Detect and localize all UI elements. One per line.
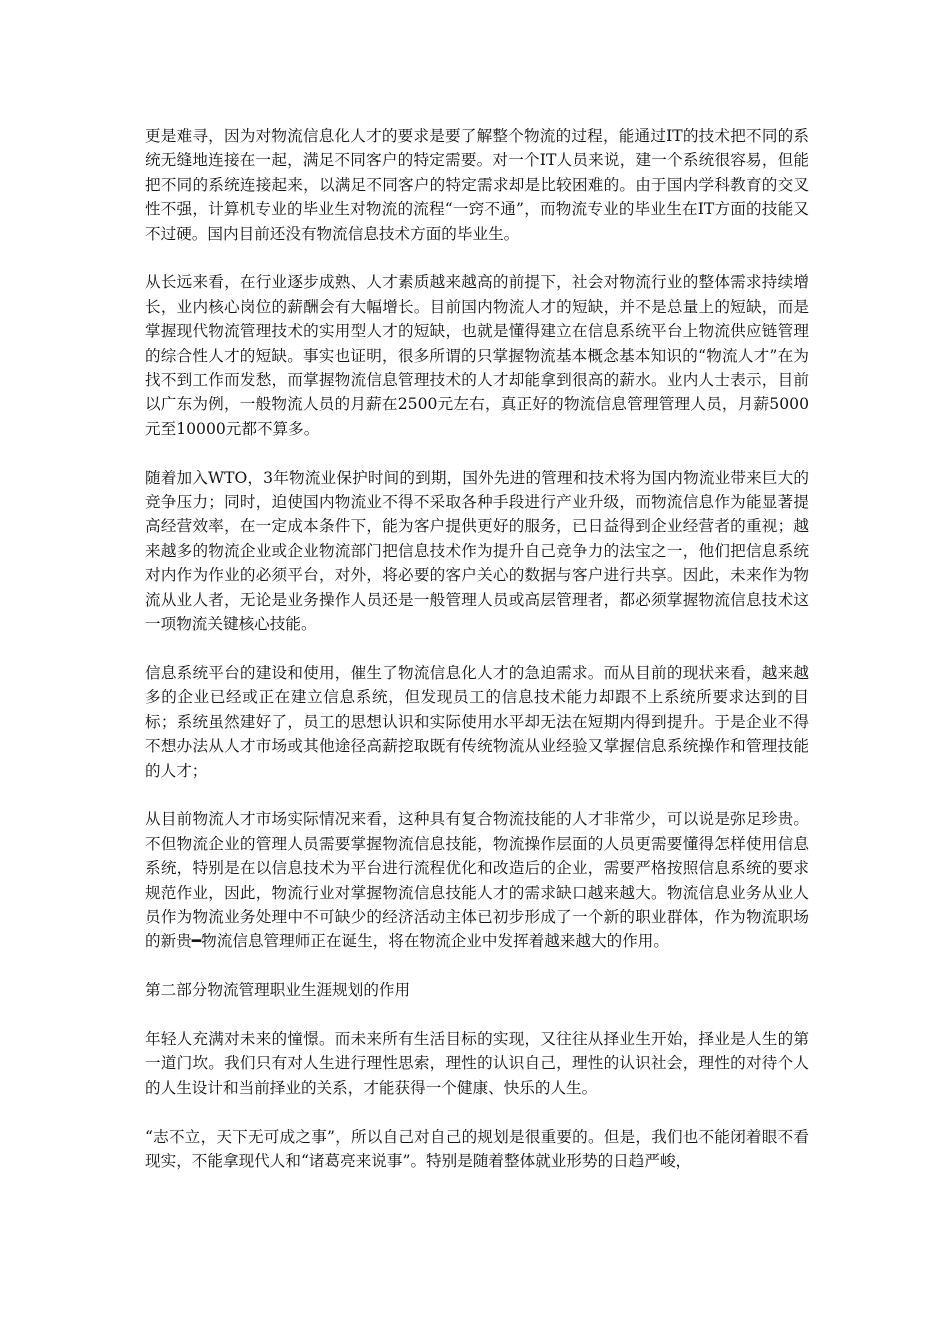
paragraph-3: 随着加入WTO，3年物流业保护时间的到期，国外先进的管理和技术将为国内物流业带来巨大的竞争压力；同时，迫使国内物流业不得不采取各种手段进行产业升级，而物流信息作为能显著提高经营效率，在一定成本条件下，能为客户提供更好的服务，已日益得到企业经营者的重视；越来越多的物流企业或企业物流部门把信息技术作为提升自己竞争力的法宝之一，他们把信息系统对内作为作业的必须平台，对外，将必要的客户关心的数据与客户进行共享。因此，未来作为物流从业人者，无论是业务操作人员还是一般管理人员或高层管理者，都必须掌握物流信息技术这一项物流关键核心技能。 bbox=[145, 468, 809, 634]
paragraph-5: 从目前物流人才市场实际情况来看，这种具有复合物流技能的人才非常少，可以说是弥足珍贵。不但物流企业的管理人员需要掌握物流信息技能，物流操作层面的人员更需要懂得怎样使用信息系统，特别是在以信息技术为平台进行流程优化和改造后的企业，需要严格按照信息系统的要求规范作业，因此，物流行业对掌握物流信息技能人才的需求缺口越来越大。物流信息业务从业人员作为物流业务处理中不可缺少的经济活动主体已初步形成了一个新的职业群体，作为物流职场的新贵━物流信息管理师正在诞生，将在物流企业中发挥着越来越大的作用。 bbox=[145, 810, 809, 951]
paragraph-6: 年轻人充满对未来的憧憬。而未来所有生活目标的实现，又往往从择业生开始，择业是人生的第一道门坎。我们只有对人生进行理性思索，理性的认识自己，理性的认识社会，理性的对待个人的人生设计和当前择业的关系，才能获得一个健康、快乐的人生。 bbox=[145, 1029, 809, 1097]
paragraph-2: 从长远来看，在行业逐步成熟、人才素质越来越高的前提下，社会对物流行业的整体需求持续增长，业内核心岗位的薪酬会有大幅增长。目前国内物流人才的短缺，并不是总量上的短缺，而是掌握现代物流管理技术的实用型人才的短缺，也就是懂得建立在信息系统平台上物流供应链管理的综合性人才的短缺。事实也证明，很多所谓的只掌握物流基本概念基本知识的“物流人才”在为找不到工作而发愁，而掌握物流信息管理技术的人才却能拿到很高的薪水。业内人士表示，目前以广东为例，一般物流人员的月薪在2500元左右，真正好的物流信息管理管理人员，月薪5000元至10000元都不算多。 bbox=[145, 273, 809, 438]
section-heading: 第二部分物流管理职业生涯规划的作用 bbox=[145, 981, 411, 1000]
paragraph-1: 更是难寻，因为对物流信息化人才的要求是要了解整个物流的过程，能通过IT的技术把不同的系统无缝地连接在一起，满足不同客户的特定需要。对一个IT人员来说，建一个系统很容易，但能把不同的系统连接起来，以满足不同客户的特定需求却是比较困难的。由于国内学科教育的交叉性不强，计算机专业的毕业生对物流的流程“一窍不通”，而物流专业的毕业生在IT方面的技能又不过硬。国内目前还没有物流信息技术方面的毕业生。 bbox=[145, 127, 809, 243]
paragraph-4: 信息系统平台的建设和使用，催生了物流信息化人才的急迫需求。而从目前的现状来看，越来越多的企业已经或正在建立信息系统，但发现员工的信息技术能力却跟不上系统所要求达到的目标；系统虽然建好了，员工的思想认识和实际使用水平却无法在短期内得到提升。于是企业不得不想办法从人才市场或其他途径高薪挖取既有传统物流从业经验又掌握信息系统操作和管理技能的人才； bbox=[145, 663, 809, 780]
paragraph-7: “志不立，天下无可成之事”，所以自己对自己的规划是很重要的。但是，我们也不能闭着眼不看现实，不能拿现代人和“诸葛亮来说事”。特别是随着整体就业形势的日趋严峻， bbox=[145, 1127, 809, 1170]
document-body bbox=[145, 124, 809, 1198]
